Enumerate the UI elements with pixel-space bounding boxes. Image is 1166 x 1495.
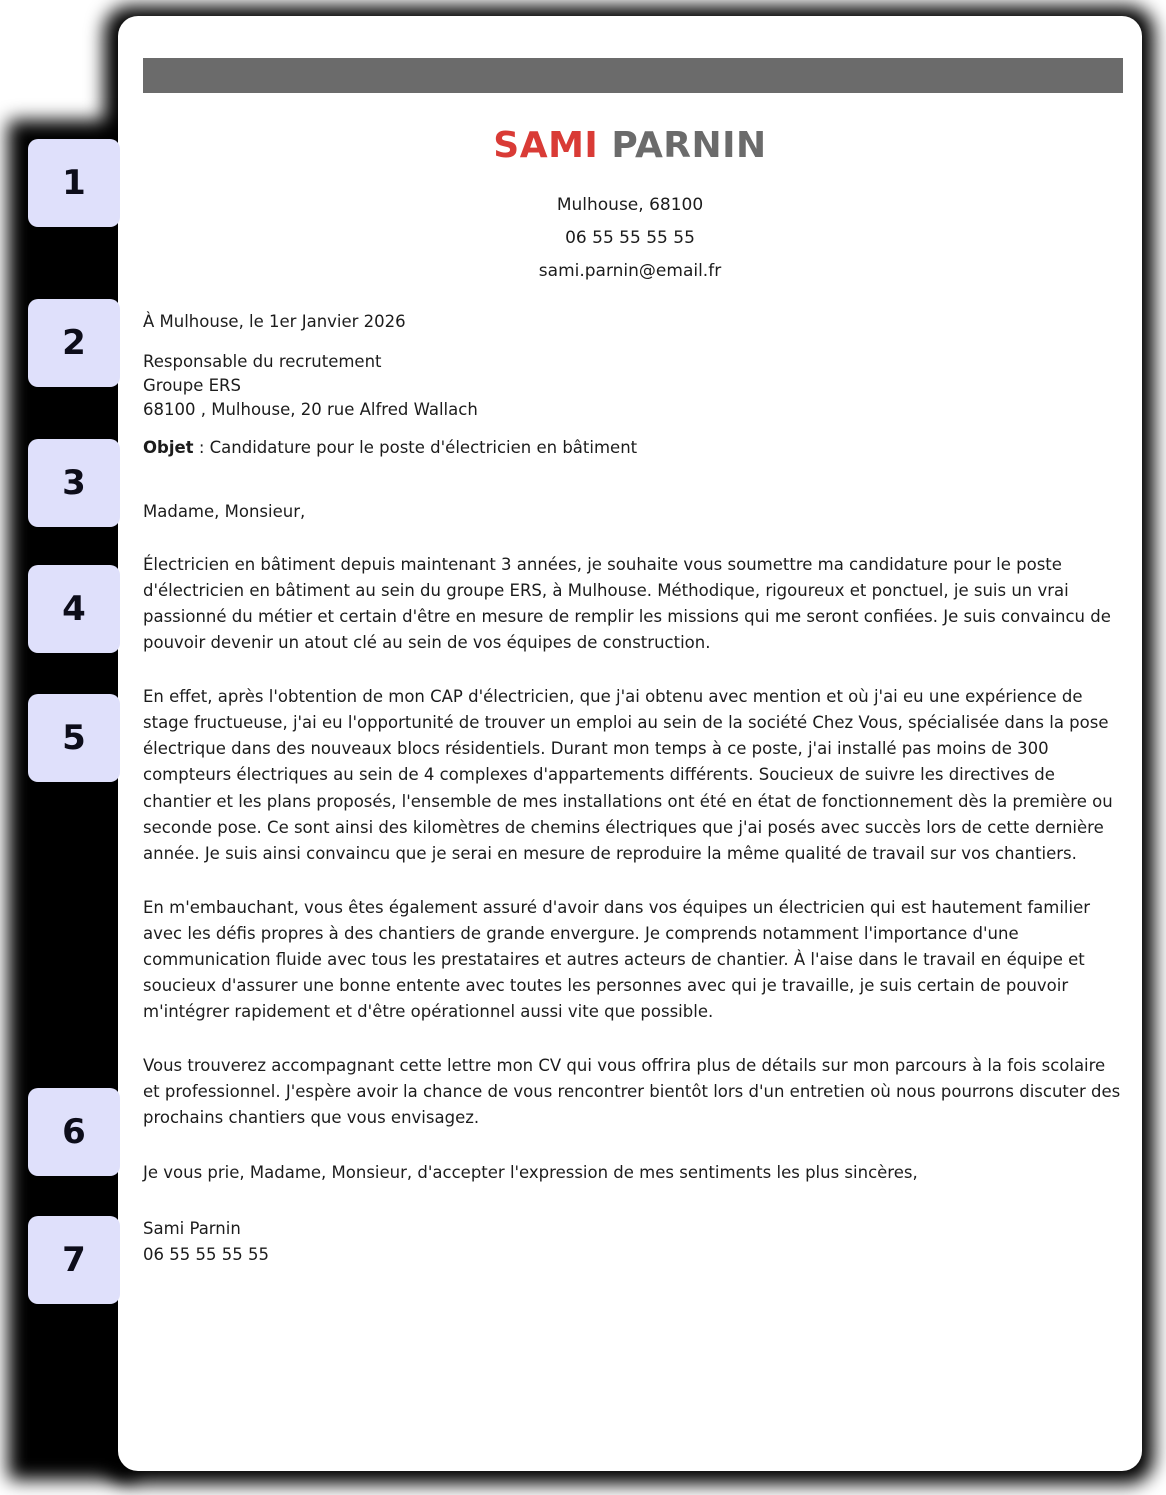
step-tab-7[interactable]: [28, 1216, 120, 1304]
body-paragraph-4: Vous trouverez accompagnant cette lettre mon CV qui vous offrira plus de détails sur mon parcours à la fois scolaire et professionnel. J'espère avoir la chance de vous rencontrer bientôt lors d'un entretien où nous pourrons discuter des prochains chantiers que vous envisagez.: [143, 1056, 1121, 1128]
letter-body: [143, 294, 1123, 1267]
first-name: SAMI: [493, 125, 599, 166]
step-tab-5[interactable]: [28, 694, 120, 782]
date-line: À Mulhouse, le 1er Janvier 2026: [143, 312, 406, 331]
step-tab-1[interactable]: [28, 139, 120, 227]
closing-line: Je vous prie, Madame, Monsieur, d'accepter l'expression de mes sentiments les plus sincères,: [143, 1163, 918, 1183]
recipient-line-1: Responsable du recrutement: [143, 351, 382, 371]
contact-phone: 06 55 55 55 55: [565, 228, 695, 248]
signature-phone: 06 55 55 55 55: [143, 1244, 269, 1264]
step-tab-7-label: 7: [62, 1240, 86, 1280]
last-name: PARNIN: [611, 125, 767, 166]
step-tab-2-label: 2: [62, 323, 86, 363]
subject-text: : Candidature pour le poste d'électricien en bâtiment: [193, 438, 638, 458]
step-tab-4[interactable]: [28, 565, 120, 653]
step-tab-5-label: 5: [62, 718, 86, 758]
step-tab-3[interactable]: [28, 439, 120, 527]
signature-name: Sami Parnin: [143, 1218, 241, 1238]
recipient-line-3: 68100 , Mulhouse, 20 rue Alfred Wallach: [143, 400, 478, 420]
step-tab-3-label: 3: [62, 463, 86, 503]
header-band: [143, 58, 1123, 93]
letter-page: [118, 16, 1142, 1471]
body-paragraph-1: Électricien en bâtiment depuis maintenant 3 années, je souhaite vous soumettre ma candidature pour le poste d'électricien en bâtiment au sein du groupe ERS, à Mulhouse. Méthodique, rigoureux et ponctuel, je suis un vrai passionné du métier et certain d'être en mesure de remplir les missions qui me seront confiées. Je suis convaincu de pouvoir devenir un atout clé au sein de vos équipes de construction.: [143, 555, 1111, 653]
contact-address: Mulhouse, 68100: [556, 195, 704, 215]
signature-block: [143, 1216, 1123, 1267]
step-tab-6[interactable]: [28, 1088, 120, 1176]
page-title: [118, 125, 1142, 166]
recipient-block: [143, 350, 1123, 422]
recipient-line-2: Groupe ERS: [143, 376, 241, 395]
step-tab-1-label: 1: [62, 163, 86, 203]
step-tab-6-label: 6: [62, 1112, 86, 1152]
subject-line: [143, 436, 1123, 460]
body-paragraph-2: En effet, après l'obtention de mon CAP d'électricien, que j'ai obtenu avec mention et où j'ai eu une expérience de stage fructueuse, j'ai eu l'opportunité de trouver un emploi au sein de la société Chez Vous, spécialisée dans la pose électrique dans des nouveaux blocs résidentiels. Durant mon temps à ce poste, j'ai installé pas moins de 300 compteurs électriques au sein de 4 complexes d'appartements différents. Soucieux de suivre les directives de chantier et les plans proposés, l'ensemble de mes installations ont été en état de fonctionnement dès la première ou seconde pose. Ce sont ainsi des kilomètres de chemins électriques que j'ai posés avec succès lors de cette dernière année. Je suis ainsi convaincu que je serai en mesure de reproduire la même qualité de travail sur vos chantiers.: [143, 687, 1113, 863]
salutation: Madame, Monsieur,: [143, 502, 306, 522]
contact-email: sami.parnin@email.fr: [538, 261, 722, 281]
step-tab-2[interactable]: [28, 299, 120, 387]
step-tab-4-label: 4: [62, 589, 86, 629]
subject-label: Objet: [143, 438, 194, 458]
body-paragraph-3: En m'embauchant, vous êtes également assuré d'avoir dans vos équipes un électricien qui est hautement familier avec les défis propres à des chantiers de grande envergure. Je comprends notamment l'importance d'une communication fluide avec tous les prestataires et autres acteurs de chantier. À l'aise dans le travail en équipe et soucieux d'assurer une bonne entente avec toutes les personnes avec qui je travaille, je suis certain de pouvoir m'intégrer rapidement et d'être opérationnel aussi vite que possible.: [143, 897, 1091, 1021]
